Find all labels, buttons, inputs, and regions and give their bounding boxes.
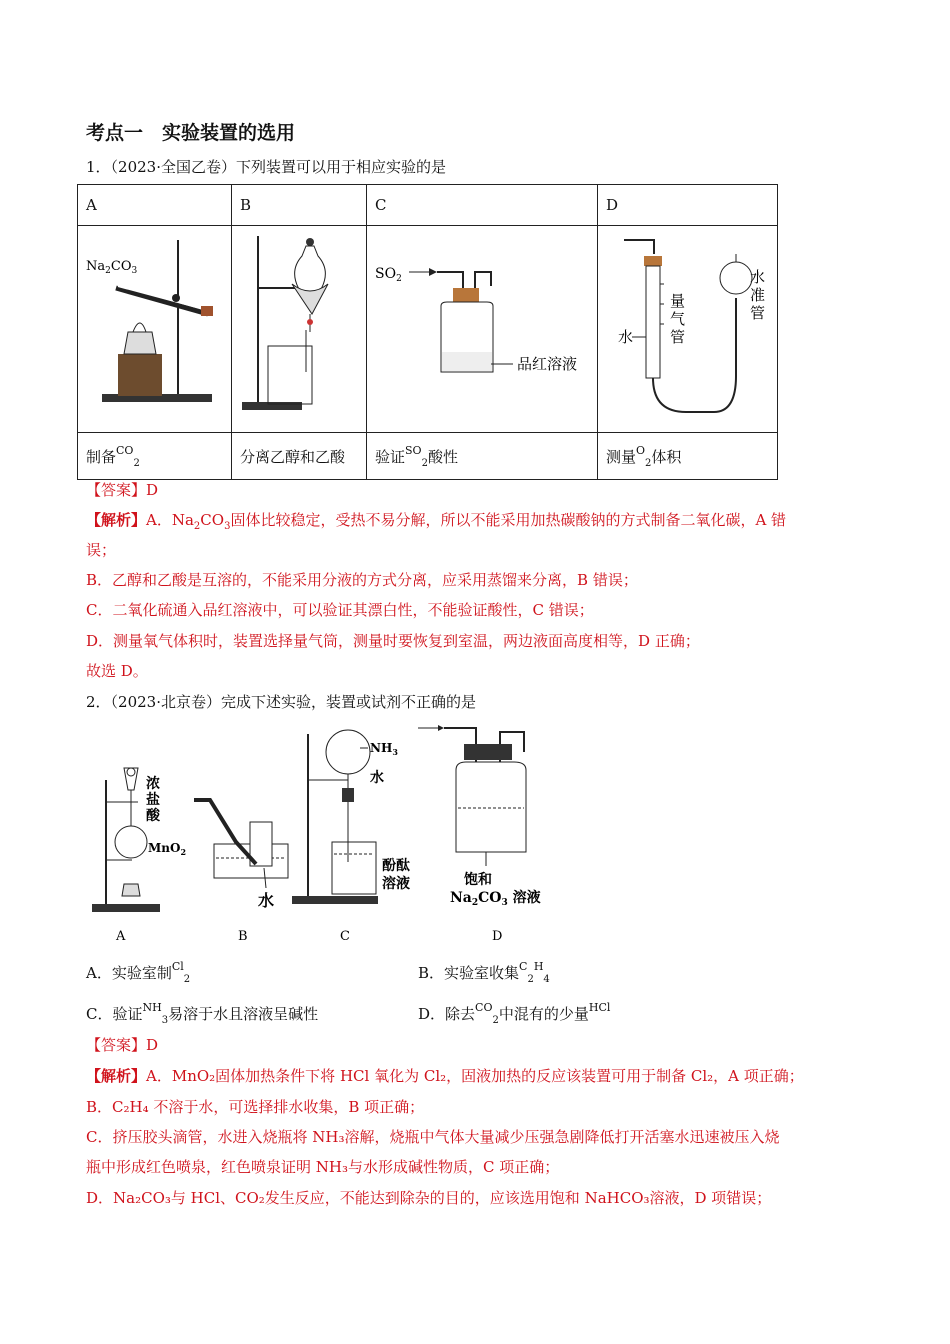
q2-figure-letter-c: C (340, 929, 350, 944)
q2-option-d: D．除去$^{CO}_2$中混有的少量$^{HCl}$ (418, 1001, 611, 1026)
q1-d-liangqi-1: 量 (670, 292, 686, 310)
q1-figure-c (367, 226, 598, 433)
q2-analysis-line-2: B．C₂H₄ 不溶于水，可选择排水收集，B 项正确； (86, 1098, 425, 1116)
q2-option-b: B．实验室收集$^C_2^H_4$ (418, 960, 550, 985)
q1-d-liangqi-2: 气 (670, 310, 686, 328)
q1-figure-d (598, 226, 778, 433)
q2-d-baohe: 饱和 (464, 872, 492, 888)
q2-figure-letter-d: D (492, 929, 503, 944)
svg-text:SO2: $SO_2$ (375, 266, 402, 284)
q1-analysis-line-1: 【解析】A．$Na_2CO_3$固体比较稳定，受热不易分解，所以不能采用加热碳酸钠的方式制备二氧化碳，A 错 (86, 511, 787, 532)
q2-c-water: 水 (370, 770, 384, 786)
q1-c-so2-label: SO (375, 266, 397, 282)
q1-caption-c: 验证$^{SO}_2$酸性 (367, 433, 598, 480)
q1-figure-b-drawing (232, 226, 366, 428)
q2-analysis-line-4: 瓶中形成红色喷泉，红色喷泉证明 NH₃与水形成碱性物质，C 项正确； (86, 1158, 560, 1176)
q1-stem: 1．（2023·全国乙卷）下列装置可以用于相应实验的是 (86, 158, 446, 176)
q1-analysis-line-4: C．二氧化硫通入品红溶液中，可以验证其漂白性，不能验证酸性，C 错误； (86, 601, 594, 619)
q1-d-shuizhun-2: 准 (750, 286, 766, 304)
q2-stem: 2．（2023·北京卷）完成下述实验，装置或试剂不正确的是 (86, 693, 476, 711)
q1-analysis-line-6: 故选 D。 (86, 662, 148, 680)
q1-figure-a-drawing (78, 226, 231, 428)
q2-figure-letter-b: B (238, 929, 248, 944)
q2-option-c: C．验证$^{NH}_3$易溶于水且溶液呈碱性 (86, 1001, 319, 1026)
q2-analysis-line-3: C．挤压胶头滴管，水进入烧瓶将 NH₃溶解，烧瓶中气体大量减少压强急剧降低打开活塞水迅速被压入烧 (86, 1128, 780, 1146)
q1-header-a: A (78, 185, 232, 226)
q2-c-fentai-1: 酚酞 (382, 858, 410, 874)
q1-d-shuizhun-3: 管 (750, 304, 766, 322)
q2-a-yan: 盐 (146, 792, 160, 808)
q1-d-shuizhun-1: 水 (750, 268, 766, 286)
q1-analysis-line-3: B．乙醇和乙酸是互溶的，不能采用分液的方式分离，应采用蒸馏来分离，B 错误； (86, 571, 638, 589)
q1-caption-a: 制备$^{CO}_2$ (78, 433, 232, 480)
q2-option-a: A．实验室制$^{Cl}_2$ (86, 960, 191, 985)
q2-a-mno2: MnO$_2$ (148, 841, 187, 857)
q2-c-fentai-2: 溶液 (382, 876, 410, 892)
q1-header-d: D (598, 185, 778, 226)
q1-caption-d: 测量$^O_2$体积 (598, 433, 778, 480)
q2-analysis-line-1: 【解析】A．MnO₂固体加热条件下将 HCl 氧化为 Cl₂，固液加热的反应该装置可用于制备 Cl₂，A 项正确； (86, 1067, 804, 1085)
q2-analysis-line-5: D．Na₂CO₃与 HCl、CO₂发生反应，不能达到除杂的目的，应该选用饱和 NaHCO₃溶液，D 项错误； (86, 1189, 772, 1207)
q1-apparatus-table (77, 184, 778, 480)
q1-analysis-line-5: D．测量氧气体积时，装置选择量气筒，测量时要恢复到室温，两边液面高度相等，D 正确； (86, 632, 700, 650)
q2-figure-letter-a: A (116, 929, 126, 944)
q2-a-suan: 酸 (146, 808, 160, 824)
q1-answer: 【答案】D (86, 481, 159, 499)
q1-header-b: B (232, 185, 367, 226)
q2-c-nh3: $NH_3$ (370, 741, 398, 757)
q1-c-pinhong-label: 品红溶液 (517, 355, 578, 373)
q1-caption-b: 分离乙醇和乙酸 (232, 433, 367, 480)
q1-d-liangqi-3: 管 (670, 328, 686, 346)
q1-d-water-label: 水 (618, 328, 634, 346)
q1-figure-d-drawing (598, 226, 776, 428)
q2-apparatus-figure (86, 722, 566, 952)
section-title: 考点一 实验装置的选用 (86, 122, 296, 144)
q1-figure-a (78, 226, 232, 433)
q2-answer: 【答案】D (86, 1036, 159, 1054)
q1-analysis-line-2: 误； (86, 541, 117, 559)
q1-header-c: C (367, 185, 598, 226)
q1-figure-c-drawing (367, 226, 597, 428)
q2-b-water: 水 (258, 891, 275, 910)
q1-a-na2co3-label: Na (86, 259, 106, 274)
q1-figure-b (232, 226, 367, 433)
q2-d-na2co3: $Na_2CO_3$ 溶液 (450, 890, 541, 908)
q2-a-nong: 浓 (146, 776, 160, 792)
svg-text:Na2CO3: $Na_2CO_3$ (86, 259, 138, 276)
